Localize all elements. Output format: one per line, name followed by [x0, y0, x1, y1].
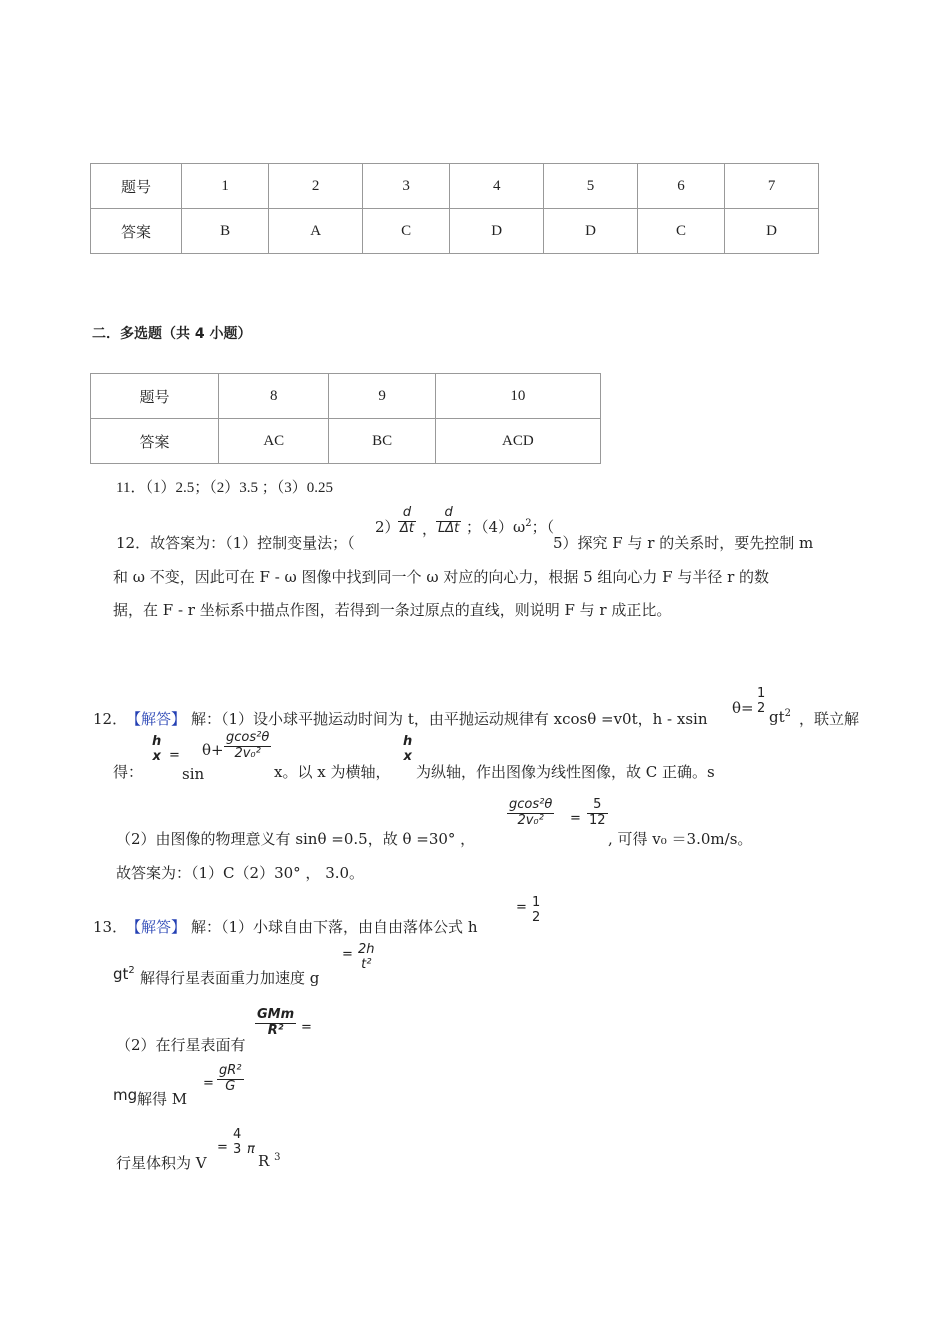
superscript: 3: [274, 1152, 281, 1163]
q12-part4-text: ；（4）ω: [466, 518, 526, 536]
table-cell: 7: [725, 164, 819, 209]
superscript: 2: [525, 518, 532, 529]
table-cell: 1: [182, 164, 269, 209]
table-answer-label: 答案: [91, 419, 219, 464]
q13-solution-line3: [116, 1008, 716, 1056]
q13-line5-text: 行星体积为 V: [116, 1154, 207, 1172]
table-cell: AC: [219, 419, 329, 464]
q12-answer-line2: 和 ω 不变，因此可在 F - ω 图像中找到同一个 ω 对应的向心力，根据 5 组向心力 F 与半径 r 的数: [113, 568, 770, 586]
table-cell: BC: [329, 419, 435, 464]
q13-line4-text: 解得 M: [137, 1090, 188, 1108]
q12-line2-text: x。以 x 为横轴，: [274, 763, 391, 781]
r-cubed: [258, 1152, 280, 1170]
q13-solution-line5: [116, 1128, 716, 1176]
q12-part5: 5）探究 F 与 r 的关系时，要先控制 m: [553, 534, 814, 552]
table-row: [91, 164, 819, 209]
q12-solution-text: 解：（1）设小球平抛运动时间为 t，由平抛运动规律有 xcosθ =v0t，h - xsin: [191, 710, 708, 728]
table-cell: D: [544, 209, 638, 254]
table-header-label: 题号: [91, 164, 182, 209]
equals: =: [169, 748, 180, 763]
table-cell: 8: [219, 374, 329, 419]
solution-tag: 【解答】: [126, 710, 187, 728]
q13-line3-text: （2）在行星表面有: [116, 1036, 246, 1054]
table-row: [91, 374, 601, 419]
mg-text: mg: [113, 1086, 138, 1104]
table-cell: C: [363, 209, 450, 254]
question-number: 13．: [93, 918, 128, 936]
fraction-d-over-ldt: d LΔt: [438, 505, 460, 536]
fraction-5-over-12: $\frac{5}{12}$: [589, 797, 606, 828]
table-cell: 2: [269, 164, 363, 209]
solution-tag: 【解答】: [126, 918, 187, 936]
fraction-h-over-x-2: h x: [403, 734, 413, 764]
gt-text: gt: [769, 708, 785, 726]
superscript: 2: [128, 965, 135, 976]
q13-solution-line2: [113, 943, 713, 987]
pi-symbol: π: [247, 1142, 255, 1157]
table-row: [91, 419, 601, 464]
equals: =: [570, 811, 581, 826]
fraction-d-over-dt: $\frac{d}{\Delta t}$: [400, 505, 414, 536]
q12-line1-end: ，联立解: [799, 710, 860, 728]
equals: =: [301, 1020, 312, 1035]
fraction-2h-over-t2: 2h t²: [358, 942, 375, 972]
fraction-one-half: 1 2: [532, 895, 541, 925]
table-cell: ACD: [435, 419, 600, 464]
section-title: 二．多选题（共 4 小题）: [92, 326, 252, 342]
q12-part4: [466, 516, 554, 537]
fraction-4-over-3: 4 3: [233, 1127, 242, 1157]
q12-solution-line3: [116, 798, 866, 848]
theta-plus: θ+: [202, 741, 224, 759]
q12-part2: 2）: [375, 518, 400, 536]
q12-answer-line3: 据，在 F - r 坐标系中描点作图，若得到一条过原点的直线，则说明 F 与 r 成正比。: [113, 601, 672, 619]
q12-solution-line2: [113, 731, 863, 781]
theta-equals: θ=: [732, 699, 754, 717]
de-label: 得：: [113, 763, 144, 781]
fraction-gcos-over-2v0-2: $\frac{\text{gcos²θ}}{\text{2v₀²}}$: [509, 797, 553, 828]
q12-solution-line1: [93, 687, 863, 727]
q12-line2-end: 为纵轴，作出图像为线性图像，故 C 正确。s: [416, 763, 715, 781]
q13-solution-line4: [113, 1064, 713, 1112]
table-cell: 9: [329, 374, 435, 419]
q13-solution-line1: [93, 896, 693, 940]
fraction-gmm-over-r2: GMm R²: [257, 1007, 295, 1038]
r-text: R: [258, 1152, 270, 1170]
fraction-h-over-x: h x: [152, 734, 162, 764]
table-cell: 4: [450, 164, 544, 209]
q13-line2-text: 解得行星表面重力加速度 g: [140, 969, 320, 987]
answer-table-multi-choice: [90, 373, 601, 464]
table-row: [91, 209, 819, 254]
table-answer-label: 答案: [91, 209, 182, 254]
superscript: 2: [784, 708, 792, 719]
q12-prefix: 12．故答案为：（1）控制变量法；（: [116, 534, 355, 552]
gt-squared: [769, 708, 791, 726]
table-cell: D: [450, 209, 544, 254]
equals: =: [516, 900, 527, 915]
table-cell: 6: [637, 164, 724, 209]
table-cell: 5: [544, 164, 638, 209]
table-header-label: 题号: [91, 374, 219, 419]
fraction-one-half: 1 2: [757, 686, 766, 716]
equals: =: [203, 1076, 214, 1091]
fraction-gcos-over-2v0: $\frac{\text{gcos²θ}}{\text{2v₀²}}$: [226, 730, 270, 761]
table-cell: C: [637, 209, 724, 254]
table-cell: A: [269, 209, 363, 254]
q12-line3-end: , 可得 v₀ ＝3.0m/s。: [608, 830, 753, 848]
gt-text: gt: [113, 965, 129, 983]
table-cell: B: [182, 209, 269, 254]
gt-squared: [113, 965, 135, 983]
comma: ，: [422, 520, 438, 538]
equals: =: [342, 947, 353, 962]
question-number: 12．: [93, 710, 128, 728]
q13-line1-text: 解：（1）小球自由下落，由自由落体公式 h: [191, 918, 478, 936]
table-cell: 10: [435, 374, 600, 419]
q11-answer: 11．（1）2.5；（2）3.5 ；（3）0.25: [116, 480, 333, 496]
q12-final-answer: 故答案为：（1）C（2）30° ， 3.0。: [116, 864, 365, 882]
equals: =: [217, 1140, 228, 1155]
q12-part4b-text: ；（: [531, 518, 555, 536]
q12-answer-line1: [116, 506, 856, 552]
table-cell: D: [725, 209, 819, 254]
answer-table-single-choice: [90, 163, 819, 254]
fraction-gr2-over-g: $\frac{\text{gR²}}{G}$: [219, 1063, 242, 1094]
sin-text: sin: [182, 765, 205, 783]
table-cell: 3: [363, 164, 450, 209]
q12-line3-text: （2）由图像的物理意义有 sinθ =0.5，故 θ =30° ，: [116, 830, 476, 848]
